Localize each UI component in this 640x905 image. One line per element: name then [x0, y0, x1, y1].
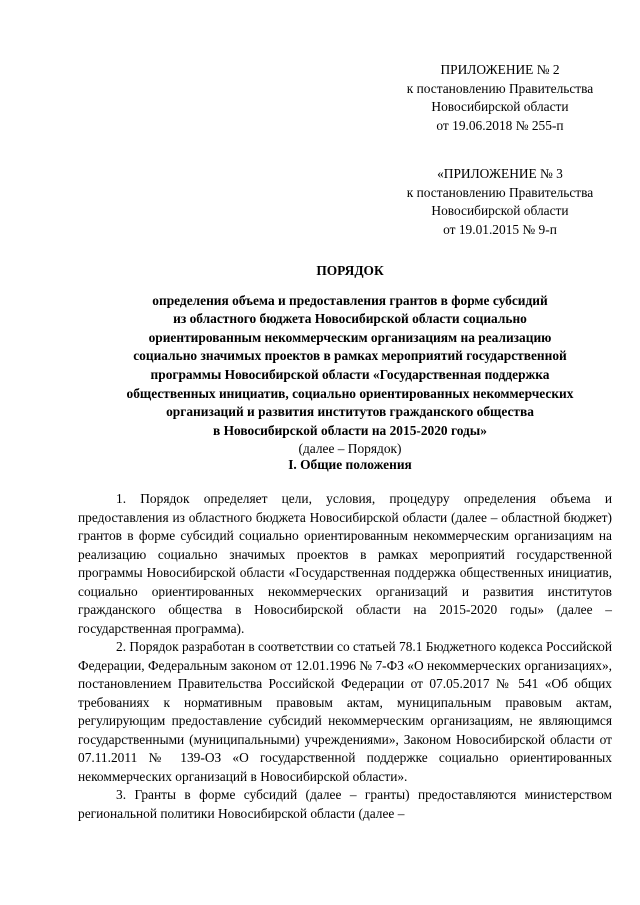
appendix-2-resolution-ref: к постановлению Правительства	[406, 80, 594, 96]
paragraph-2: 2. Порядок разработан в соответствии со статьей 78.1 Бюджетного кодекса Российской Федерации, Федеральным законом от 12.01.1996 № 7-ФЗ «О некоммерческих организациях», постановлением Правительства Российской Федерации от 07.05.2017 № 541 «Об общих требованиях к нормативным правовым актам, муниципальным правовым актам, регулирующим предоставление субсидий некоммерческим организациям, не являющимся государственными (муниципальными) учреждениями», Законом Новосибирской области от 07.11.2011 № 139-ОЗ «О государственной поддержке социально ориентированных некоммерческих организаций в Новосибирской области».	[78, 639, 612, 784]
title-line: организаций и развития институтов гражданского общества	[166, 404, 534, 420]
title-line: социально значимых проектов в рамках мероприятий государственной	[133, 348, 567, 364]
appendix-2-region: Новосибирской области	[431, 99, 569, 114]
title-note: (далее – Порядок)	[298, 441, 402, 457]
appendix-2-date-number: от 19.06.2018 № 255-п	[436, 117, 564, 133]
title-line: в Новосибирской области на 2015-2020 годы»	[213, 422, 487, 438]
document-title-block	[70, 262, 630, 459]
title-line: определения объема и предоставления грантов в форме субсидий	[152, 292, 548, 308]
appendix-3-region: Новосибирской области	[431, 203, 569, 218]
document-body	[78, 490, 612, 823]
section-heading: I. Общие положения	[288, 457, 412, 472]
title-line: общественных инициатив, социально ориентированных некоммерческих	[126, 385, 574, 401]
title-line: ориентированным некоммерческим организациям на реализацию	[148, 329, 552, 345]
title-line: программы Новосибирской области «Государственная поддержка	[150, 366, 550, 382]
appendix-3-header	[390, 165, 610, 239]
appendix-2-header	[390, 61, 610, 135]
paragraph-1: 1. Порядок определяет цели, условия, процедуру определения объема и предоставления из областного бюджета Новосибирской области (далее – областной бюджет) грантов в форме субсидий социально ориентированным некоммерческим организациям на реализацию социально значимых проектов в рамках мероприятий государственной программы Новосибирской области «Государственная поддержка общественных инициатив, социально ориентированных некоммерческих организаций и развития институтов гражданского общества в Новосибирской области на 2015-2020 годы» (далее – государственная программа).	[78, 491, 612, 636]
appendix-3-resolution-ref: к постановлению Правительства	[406, 184, 594, 200]
title-line: из областного бюджета Новосибирской области социально	[173, 311, 527, 327]
appendix-3-title: «ПРИЛОЖЕНИЕ № 3	[437, 166, 563, 181]
document-heading: ПОРЯДОК	[316, 263, 384, 278]
appendix-3-date-number: от 19.01.2015 № 9-п	[443, 221, 557, 237]
appendix-2-title: ПРИЛОЖЕНИЕ № 2	[440, 62, 560, 77]
paragraph-3: 3. Гранты в форме субсидий (далее – гранты) предоставляются министерством региональной политики Новосибирской области (далее –	[78, 787, 612, 821]
